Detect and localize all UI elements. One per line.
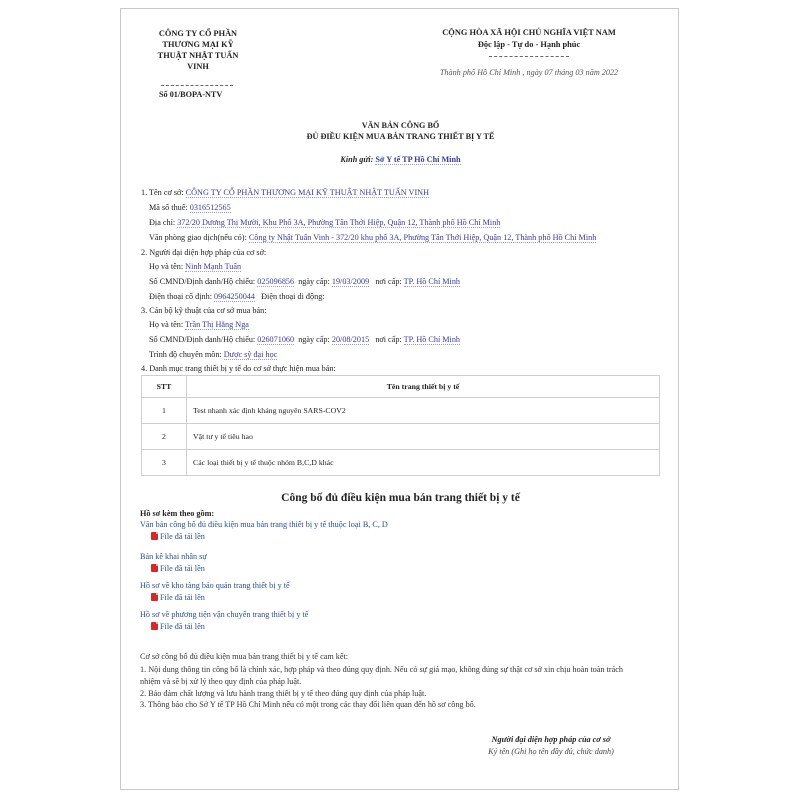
- header-divider-right: [489, 56, 569, 57]
- section3-heading: 3. Cán bộ kỹ thuật của cơ sở mua bán:: [141, 306, 267, 315]
- rep-phone-label: Điện thoại cố định:: [149, 292, 212, 301]
- row-device-name: Các loại thiết bị y tế thuộc nhóm B,C,D khác: [187, 450, 660, 476]
- address-label: Địa chỉ:: [149, 218, 176, 227]
- commitment-item-1: 1. Nội dung thông tin công bố là chính xác, hợp pháp và theo đúng quy định. Nếu có sự giả mạo, không đúng sự thật cơ sở xin chịu hoàn toàn trách: [140, 665, 624, 674]
- file-link-label: File đã tải lên: [160, 593, 205, 602]
- attachment-file-link-1[interactable]: [151, 532, 205, 542]
- document-page: [120, 8, 679, 790]
- tax-code-label: Mã số thuế:: [149, 203, 188, 212]
- tech-issue-place-label: nơi cấp:: [375, 335, 402, 344]
- file-link-label: File đã tải lên: [160, 622, 205, 631]
- tech-id-value: 026071060: [257, 335, 295, 344]
- rep-name-value: Ninh Mạnh Tuấn: [185, 262, 242, 271]
- row-device-name: Vật tư y tế tiêu hao: [187, 424, 660, 450]
- address-line: [149, 218, 500, 228]
- signature-hint: Ký tên (Ghi họ tên đầy đủ, chức danh): [488, 747, 614, 756]
- row-stt: 1: [142, 398, 187, 424]
- pdf-file-icon: [151, 593, 158, 601]
- document-title: VĂN BẢN CÔNG BỐ: [361, 121, 440, 130]
- rep-id-line: [149, 277, 460, 287]
- file-link-label: File đã tải lên: [160, 564, 205, 573]
- attachments-heading: Hồ sơ kèm theo gồm:: [140, 509, 215, 518]
- place-date: Thành phố Hồ Chí Minh , ngày 07 tháng 03 năm 2022: [439, 68, 619, 77]
- device-table-header: [142, 376, 660, 398]
- section1-name-line: [141, 188, 429, 198]
- tech-qual-line: [149, 350, 277, 360]
- row-stt: 3: [142, 450, 187, 476]
- table-row: [142, 424, 660, 450]
- tech-id-line: [149, 335, 460, 345]
- national-motto: Độc lập - Tự do - Hạnh phúc: [477, 40, 581, 49]
- rep-issue-place-value: TP. Hồ Chí Minh: [403, 277, 461, 286]
- header-divider-left: [161, 85, 233, 86]
- rep-mobile-label: Điện thoại di động:: [261, 292, 325, 301]
- device-table: [141, 375, 660, 476]
- tech-issue-date-value: 20/08/2015: [331, 335, 370, 344]
- commitment-item-3: 3. Thông báo cho Sở Y tế TP Hồ Chí Minh nếu có một trong các thay đổi liên quan đến hồ sơ công bố.: [140, 700, 476, 709]
- section1-heading: 1. Tên cơ sở:: [141, 188, 184, 197]
- row-stt: 2: [142, 424, 187, 450]
- rep-issue-place-label: nơi cấp:: [375, 277, 402, 286]
- document-subtitle: ĐỦ ĐIỀU KIỆN MUA BÁN TRANG THIẾT BỊ Y TẾ: [306, 132, 495, 141]
- attachment-title-3: Hồ sơ về kho tàng bảo quản trang thiết bị y tế: [140, 581, 290, 590]
- rep-phone-value: 0964250044: [214, 292, 255, 301]
- declaration-section-title: Công bố đủ điều kiện mua bán trang thiết bị y tế: [281, 492, 520, 504]
- commitment-item-1-cont: nhiệm và sẽ bị xử lý theo quy định của pháp luật.: [140, 677, 302, 686]
- office-line: [149, 233, 596, 243]
- document-number: Số 01/BOPA-NTV: [159, 90, 223, 99]
- col-stt-header: STT: [142, 376, 187, 398]
- company-name-header: CÔNG TY CỔ PHẦN THƯƠNG MẠI KỸ THUẬT NHẬT TUẤN VINH: [157, 29, 239, 71]
- col-name-header: Tên trang thiết bị y tế: [187, 376, 660, 398]
- attachment-title-1: Văn bản công bố đủ điều kiện mua bán trang thiết bị y tế thuộc loại B, C, D: [140, 520, 388, 529]
- tech-name-label: Họ và tên:: [149, 320, 184, 329]
- tech-issue-place-value: TP. Hồ Chí Minh: [403, 335, 461, 344]
- pdf-file-icon: [151, 622, 158, 630]
- republic-title: CỘNG HÒA XÃ HỘI CHỦ NGHĨA VIỆT NAM: [442, 28, 616, 37]
- signature-role: Người đại diện hợp pháp của cơ sở: [491, 735, 611, 744]
- row-device-name: Test nhanh xác định kháng nguyên SARS-COV2: [187, 398, 660, 424]
- recipient-value: Sở Y tế TP Hồ Chí Minh: [375, 155, 461, 164]
- tech-issue-date-label: ngày cấp:: [298, 335, 330, 344]
- tax-code-line: [149, 203, 231, 213]
- tax-code-value: 0316512565: [189, 203, 231, 212]
- pdf-file-icon: [151, 532, 158, 540]
- facility-name: CÔNG TY CỔ PHẦN THƯƠNG MẠI KỸ THUẬT NHẬT TUẤN VINH: [185, 188, 430, 197]
- recipient-label: Kính gửi:: [340, 155, 374, 164]
- table-row: [142, 450, 660, 476]
- file-link-label: File đã tải lên: [160, 532, 205, 541]
- rep-id-label: Số CMND/Định danh/Hộ chiếu:: [149, 277, 256, 286]
- office-label: Văn phòng giao dịch(nếu có):: [149, 233, 247, 242]
- rep-phone-line: [149, 292, 325, 302]
- rep-name-label: Họ và tên:: [149, 262, 184, 271]
- table-row: [142, 398, 660, 424]
- tech-name-value: Trần Thị Hằng Nga: [185, 320, 249, 329]
- address-value: 372/20 Dương Thị Mười, Khu Phố 3A, Phường Tân Thới Hiệp, Quận 12, Thành phố Hồ Chí Minh: [177, 218, 501, 227]
- commitment-intro: Cơ sở công bố đủ điều kiện mua bán trang thiết bị y tế cam kết:: [140, 652, 349, 661]
- attachment-title-2: Bản kê khai nhân sự: [140, 552, 207, 561]
- rep-id-value: 025096856: [257, 277, 295, 286]
- tech-name-line: [149, 320, 249, 330]
- attachment-file-link-2[interactable]: [151, 564, 205, 574]
- tech-qual-value: Dược sỹ đại học: [223, 350, 278, 359]
- section4-heading: 4. Danh mục trang thiết bị y tế do cơ sở thực hiện mua bán:: [141, 364, 336, 373]
- recipient-line: [121, 155, 680, 165]
- tech-qual-label: Trình độ chuyên môn:: [149, 350, 222, 359]
- pdf-file-icon: [151, 564, 158, 572]
- rep-name-line: [149, 262, 241, 272]
- tech-id-label: Số CMND/Định danh/Hộ chiếu:: [149, 335, 256, 344]
- attachment-title-4: Hồ sơ về phương tiện vận chuyển trang thiết bị y tế: [140, 610, 309, 619]
- rep-issue-date-value: 19/03/2009: [331, 277, 370, 286]
- section2-heading: 2. Người đại diện hợp pháp của cơ sở:: [141, 248, 267, 257]
- office-value: Công ty Nhật Tuấn Vinh - 372/20 khu phố 3A, Phường Tân Thới Hiệp, Quận 12, Thành phố Hồ Chí Minh: [248, 233, 597, 242]
- attachment-file-link-3[interactable]: [151, 593, 205, 603]
- rep-issue-date-label: ngày cấp:: [298, 277, 330, 286]
- commitment-item-2: 2. Bảo đảm chất lượng và lưu hành trang thiết bị y tế theo đúng quy định của pháp luật.: [140, 689, 427, 698]
- attachment-file-link-4[interactable]: [151, 622, 205, 632]
